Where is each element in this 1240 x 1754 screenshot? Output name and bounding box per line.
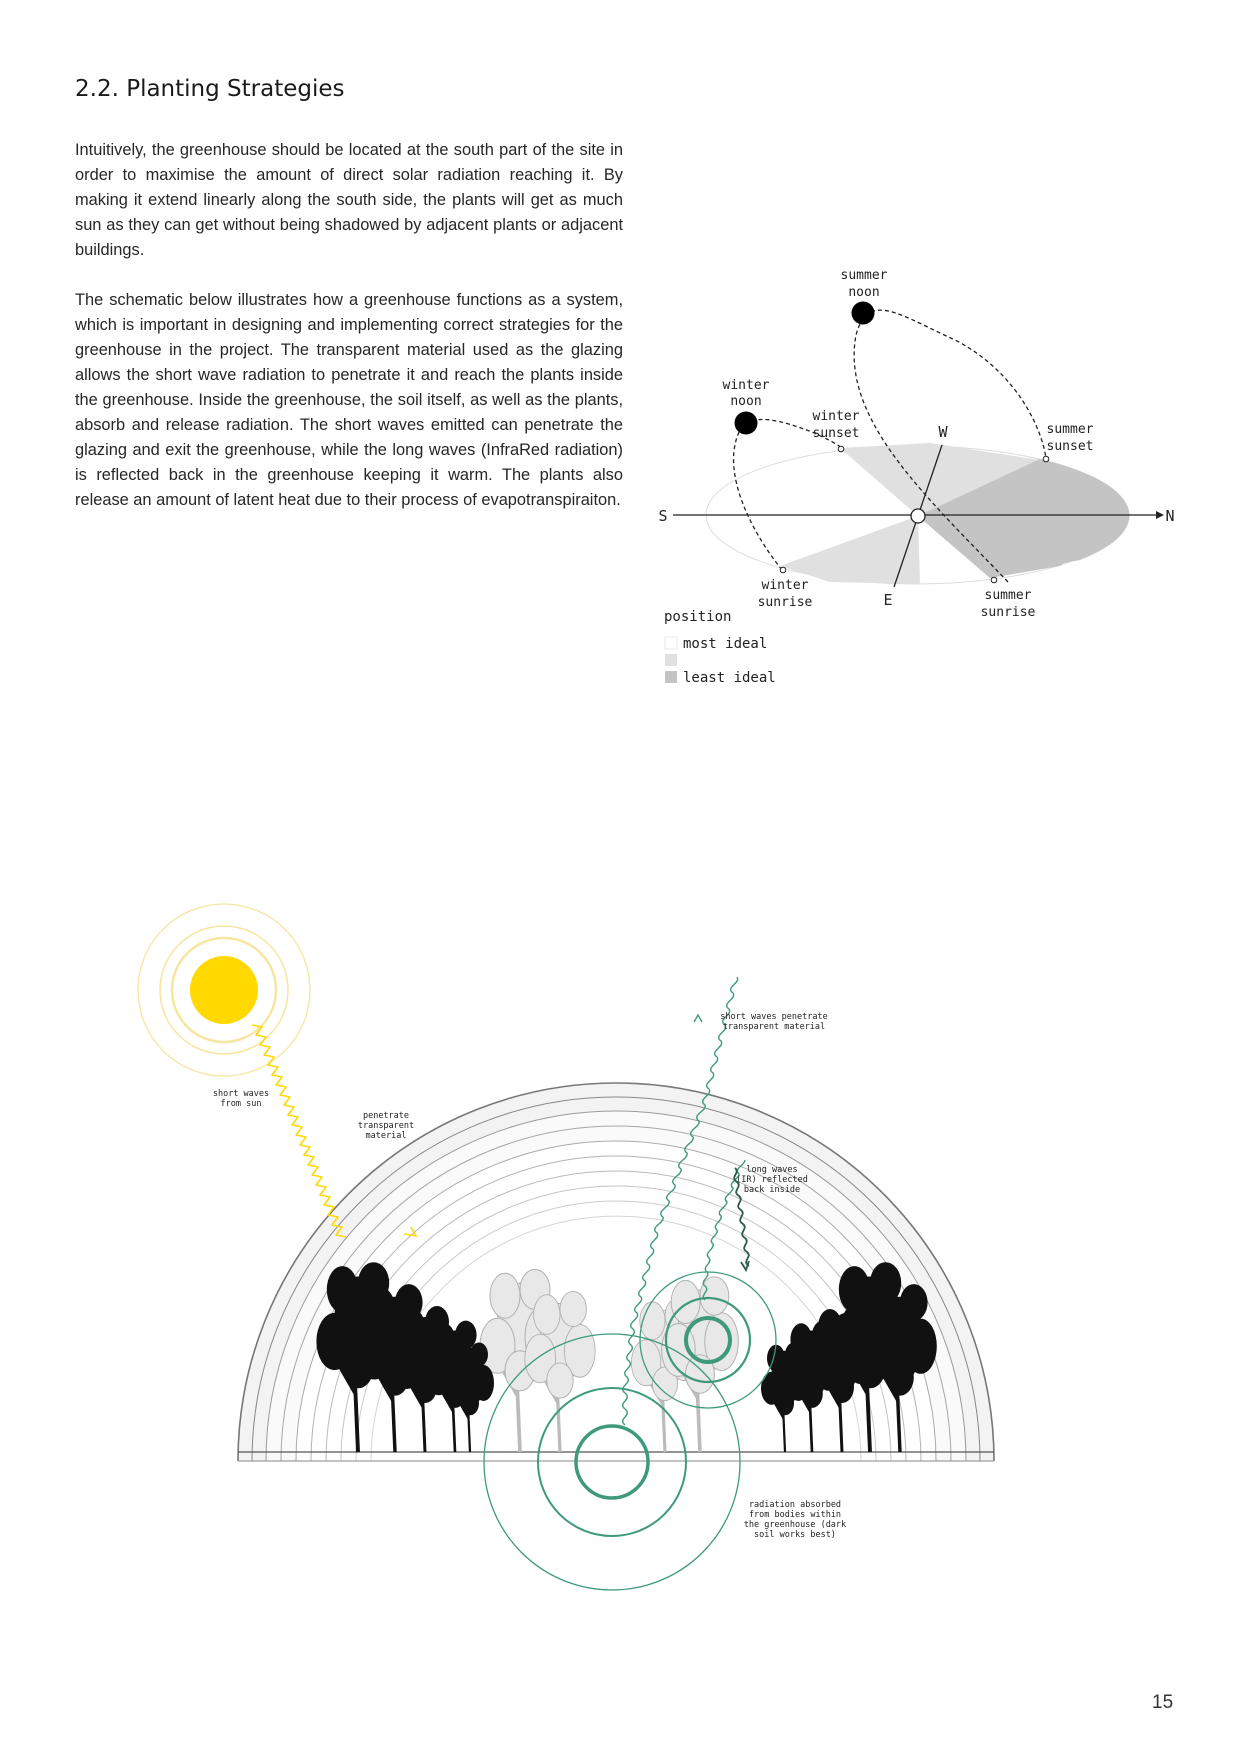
paragraph-schematic: The schematic below illustrates how a greenhouse functions as a system, which is important in designing and implementing correct strategies for the greenhouse in the project. The transparent material used as the glazing allows the short wave radiation to penetrate it and reach the plants inside the greenhouse. Inside the greenhouse, the soil itself, as well as the plants, absorb and release radiation. The short waves emitted can penetrate the glazing and exit the greenhouse, while the long waves (InfraRed radiation) is reflected back in the greenhouse keeping it warm. The plants also release an amount of latent heat due to their process of evapotranspiraiton. [75, 291, 623, 509]
summer-sunset-label-2: sunset [1046, 439, 1094, 454]
section-heading: 2.2. Planting Strategies [75, 76, 345, 102]
sun-label-2: from sun [220, 1099, 262, 1109]
absorbed-label-1: radiation absorbed [748, 1500, 842, 1510]
summer-sunset-label-1: summer [1046, 422, 1094, 437]
compass-north: N [1165, 507, 1175, 525]
short-wave-sun [252, 1025, 346, 1237]
winter-noon-label-2: noon [730, 394, 762, 409]
exit-label-2: transparent material [722, 1022, 826, 1032]
winter-sunrise-label-1: winter [761, 578, 809, 593]
penetrate-label-3: material [365, 1131, 407, 1141]
absorbed-label-3: the greenhouse (dark [743, 1520, 847, 1530]
winter-sunset-label-1: winter [812, 409, 860, 424]
legend-label-least: least ideal [683, 670, 776, 686]
longwave-label-1: long waves [746, 1165, 798, 1175]
short-wave-exit-arrow-icon [694, 1015, 702, 1022]
compass-south: S [658, 507, 668, 525]
summer-sunrise-label-2: sunrise [980, 605, 1036, 620]
summer-noon-label-2: noon [848, 285, 880, 300]
winter-sunset-label-2: sunset [812, 426, 860, 441]
winter-sunrise-label-2: sunrise [757, 595, 813, 610]
longwave-label-2: (IR) reflected [736, 1175, 808, 1185]
legend-label-most: most ideal [683, 636, 768, 652]
longwave-label-3: back inside [743, 1185, 801, 1195]
legend-title: position [664, 609, 732, 625]
exit-label-1: short waves penetrate [720, 1012, 828, 1022]
compass-west: W [938, 423, 948, 441]
penetrate-label-2: transparent [357, 1121, 415, 1131]
page-number: 15 [1152, 1692, 1174, 1713]
absorbed-label-4: soil works best) [754, 1530, 836, 1540]
summer-noon-label-1: summer [840, 268, 888, 283]
sun-icon [138, 904, 310, 1076]
summer-sunrise-label-1: summer [984, 588, 1032, 603]
compass-east: E [883, 591, 893, 609]
absorbed-label-2: from bodies within [748, 1510, 842, 1520]
sun-label-1: short waves [212, 1089, 270, 1099]
winter-noon-label-1: winter [722, 378, 770, 393]
paragraph-intro: Intuitively, the greenhouse should be located at the south part of the site in order to maximise the amount of direct solar radiation reaching it. By making it extend linearly along the south side, the plants will get as much sun as they can get without being shadowed by adjacent plants or adjacent buildings. [75, 141, 623, 259]
penetrate-label-1: penetrate [362, 1111, 410, 1121]
